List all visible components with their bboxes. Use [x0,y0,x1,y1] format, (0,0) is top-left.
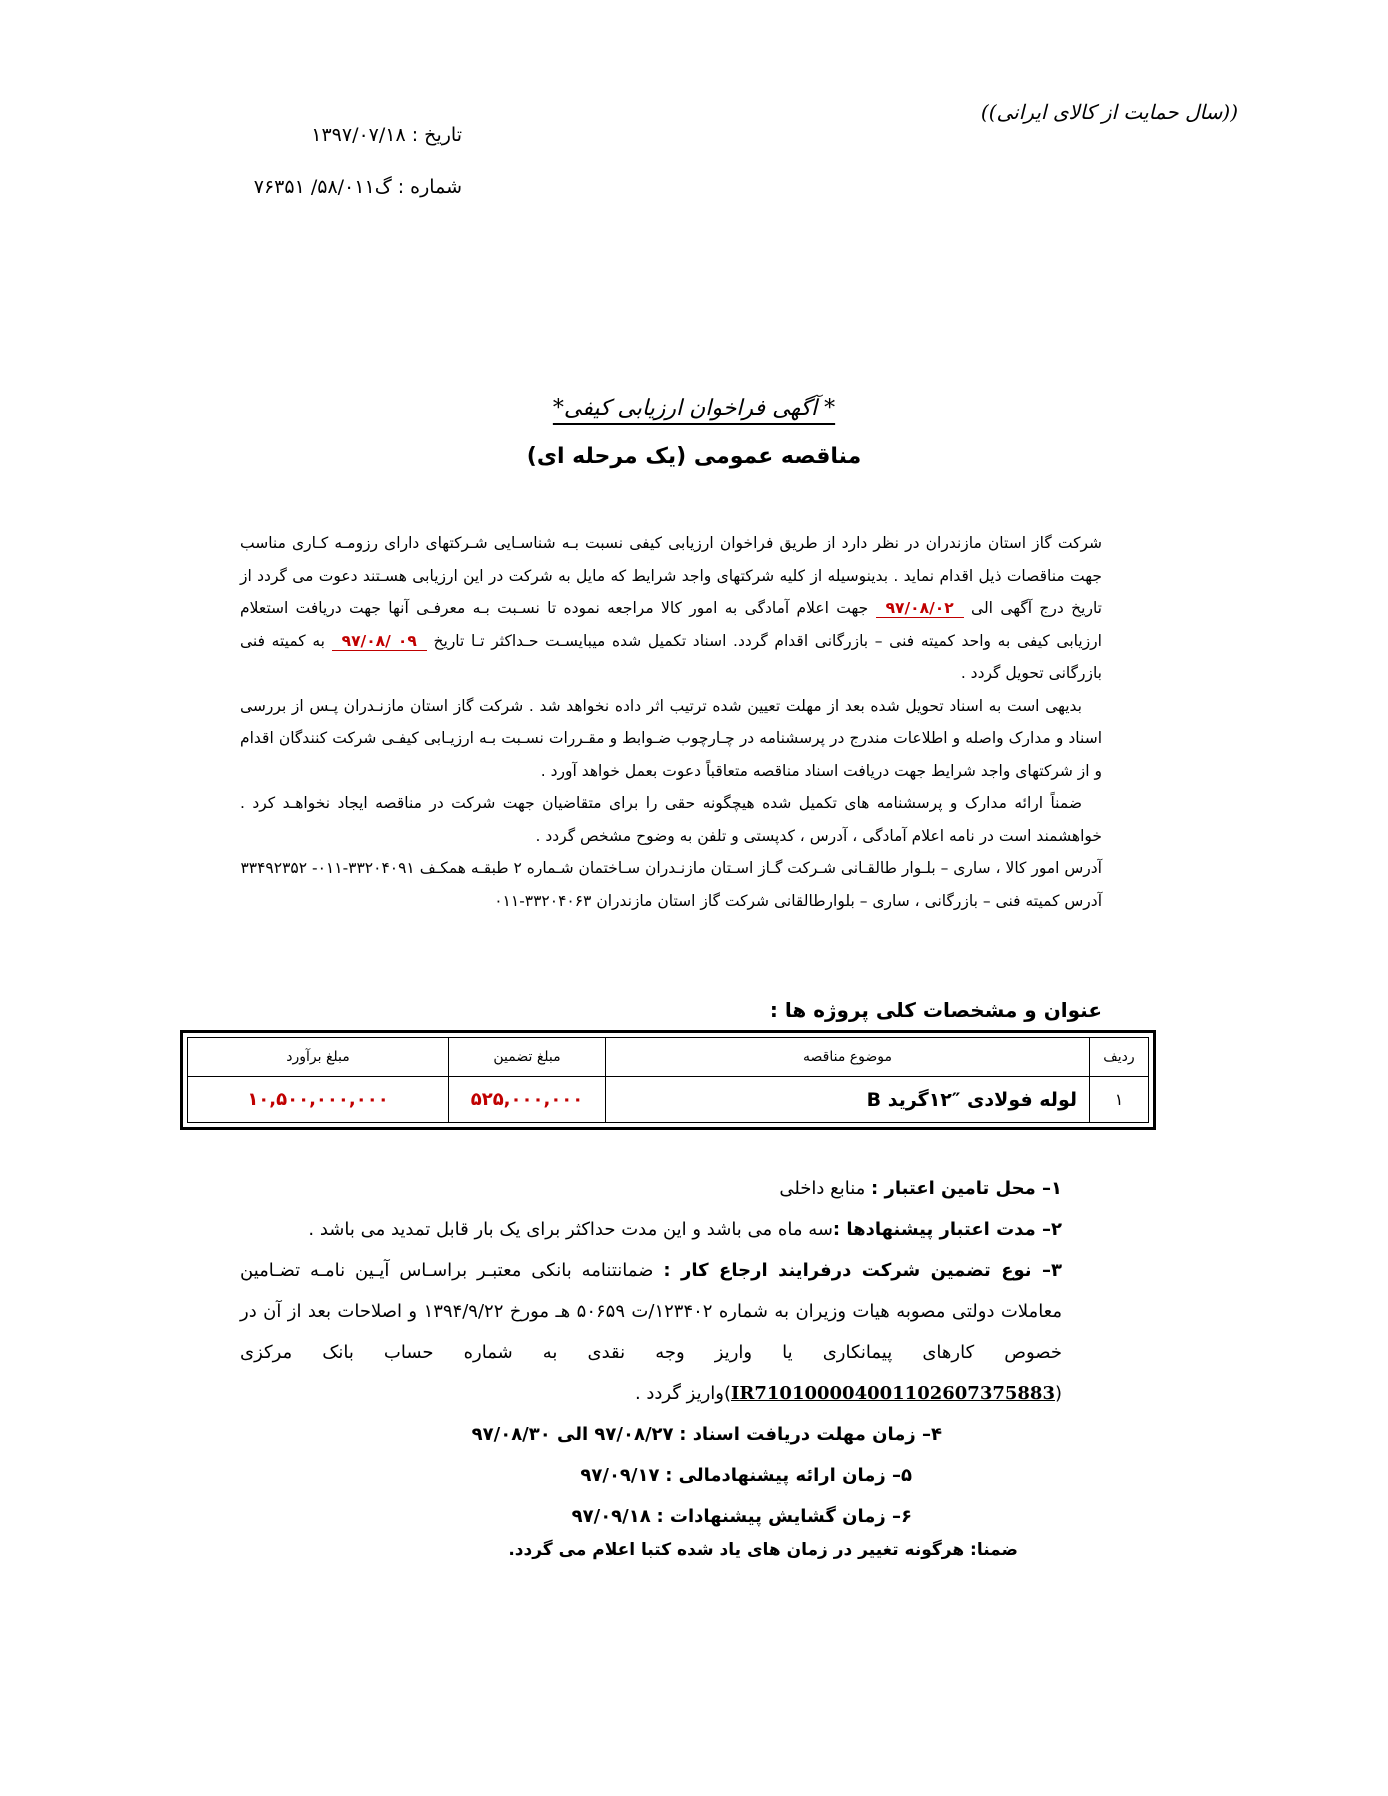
tender-type-title: مناقصه عمومی (یک مرحله ای) [526,444,862,469]
notice-title [0,396,1388,421]
item-3-label: ۳– نوع تضمین شرکت درفرایند ارجاع کار : [663,1260,1062,1281]
table-row [188,1077,1149,1123]
item-1-label: ۱– محل تامین اعتبار : [871,1178,1062,1199]
letter-number: شماره : گ۵۸/۰۱۱/ ۷۶۳۵۱ [253,176,462,198]
list-item [240,1455,1062,1496]
readiness-deadline: ۹۷/۰۸/۰۲ [876,599,964,618]
item-2-label: ۲– مدت اعتبار پیشنهادها : [832,1219,1062,1240]
list-item [240,1250,1062,1414]
item-3-text: ضمانتنامه بانکی معتبـر براسـاس آیـین نامـه تضـامین معاملات دولتی مصوبه هیات وزیران به شماره ۱۲۳۴۰۲/ت ۵۰۶۵۹ هـ مورخ ۱۳۹۴/۹/۲۲ و اصلاحات بعد از آن در خصوص کارهای پیمانکاری یا واریز وجه نقدی به شماره حساب بانک مرکزی ( [240,1260,1063,1404]
item-6-label: ۶– زمان گشایش پیشنهادات : [656,1506,912,1527]
item-5-label: ۵– زمان ارائه پیشنهادمالی : [665,1465,912,1486]
item-2-text: سه ماه می باشد و این مدت حداکثر برای یک بار قابل تمدید می باشد . [308,1219,833,1240]
slogan: ((سال حمایت از کالای ایرانی)) [980,100,1238,124]
notice-body [240,527,1102,917]
item-5-text: ۹۷/۰۹/۱۷ [580,1465,660,1486]
p1-part-c: به کمیته فنی بازرگانی تحویل گردد . [240,631,1102,682]
paragraph-2: بدیهی است به اسناد تحویل شده بعد از مهلت تعیین شده ترتیب اثر داده نخواهد شد . شرکت گاز استان مازنـدران پـس از بررسی اسناد و مدارک واصله و اطلاعات مندرج در پرسشنامه در چـارچوب ضـوابط و مقـررات نسـبت بـه ارزیـابی کیفـی شرکت کنندگان اقدام و از شرکتهای واجد شرایط جهت دریافت اسناد مناقصه متعاقباً دعوت بعمل خواهد آورد . [240,696,1102,780]
col-guarantee: مبلغ تضمین [449,1038,606,1077]
p1-part-a: شرکت گاز استان مازندران در نظر دارد از طریق فراخوان ارزیابی کیفی نسبت بـه شناسـایی شـرکتهای دارای رزومـه کـاری مناسب جهت مناقصات ذیل اقدام نماید . بدینوسیله از کلیه شرکتهای واجد شرایط که مایل به شرکت در این ارزیابی هسـتند دعوت می گردد از تاریخ درج آگهی الی [240,534,1102,617]
row-index: ۱ [1090,1077,1149,1123]
row-subject: لوله فولادی ″۱۲گرید B [606,1077,1090,1123]
projects-title: عنوان و مشخصات کلی پروژه ها : [769,998,1102,1022]
list-item [240,1209,1062,1250]
col-index: ردیف [1090,1038,1149,1077]
conditions-list [240,1168,1062,1537]
paragraph-1 [240,527,1102,690]
list-item [240,1496,1062,1537]
list-item [240,1168,1062,1209]
committee-address: آدرس کمیته فنی – بازرگانی ، ساری – بلوارطالقانی شرکت گاز استان مازندران ۳۳۲۰۴۰۶۳-۰۱۱ [494,891,1102,910]
item-4-label: ۴– زمان مهلت دریافت اسناد : [679,1424,942,1445]
row-estimate: ۱۰,۵۰۰,۰۰۰,۰۰۰ [188,1077,449,1123]
paragraph-3: ضمناً ارائه مدارک و پرسشنامه های تکمیل شده هیچگونه حقی را برای متقاضیان جهت شرکت در مناقصه ایجاد نخواهـد کرد . خواهشمند است در نامه اعلام آمادگی ، آدرس ، کدپستی و تلفن به وضوح مشخص گردد . [240,794,1102,845]
item-3-end: )واریز گردد . [634,1383,731,1404]
goods-address: آدرس امور کالا ، ساری – بلـوار طالقـانی شـرکت گـاز اسـتان مازنـدران سـاختمان شـماره ۲ طبقـه همکـف ۳۳۲۰۴۰۹۱-۰۱۱- ۳۳۴۹۲۳۵۲ [240,859,1102,877]
item-1-text: منابع داخلی [779,1178,866,1199]
list-item [240,1414,1062,1455]
notice-title-text: * آگهی فراخوان ارزیابی کیفی* [552,396,836,421]
change-note: ضمنا: هرگونه تغییر در زمان های یاد شده کتبا اعلام می گردد. [508,1540,1018,1560]
p1-part-b: جهت اعلام آمادگی به امور کالا مراجعه نموده تا نسـبت بـه معرفـی آنها جهت دریافت استعلام ارزیابی کیفی به واحد کمیته فنی – بازرگانی اقدام گردد. اسناد تکمیل شده میبایسـت حـداکثر تـا تاریخ [240,599,1102,650]
letter-date: تاریخ : ۱۳۹۷/۰۷/۱۸ [311,124,462,146]
bank-account-iban: IR710100004001102607375883 [731,1383,1055,1404]
col-estimate: مبلغ برآورد [188,1038,449,1077]
row-guarantee: ۵۲۵,۰۰۰,۰۰۰ [449,1077,606,1123]
item-4-text: ۹۷/۰۸/۲۷ الی ۹۷/۰۸/۳۰ [471,1424,674,1445]
item-6-text: ۹۷/۰۹/۱۸ [571,1506,651,1527]
table-header-row [188,1038,1149,1077]
projects-table [180,1030,1156,1130]
submission-deadline: ۰۹ /۹۷/۰۸ [332,632,427,651]
col-subject: موضوع مناقصه [606,1038,1090,1077]
